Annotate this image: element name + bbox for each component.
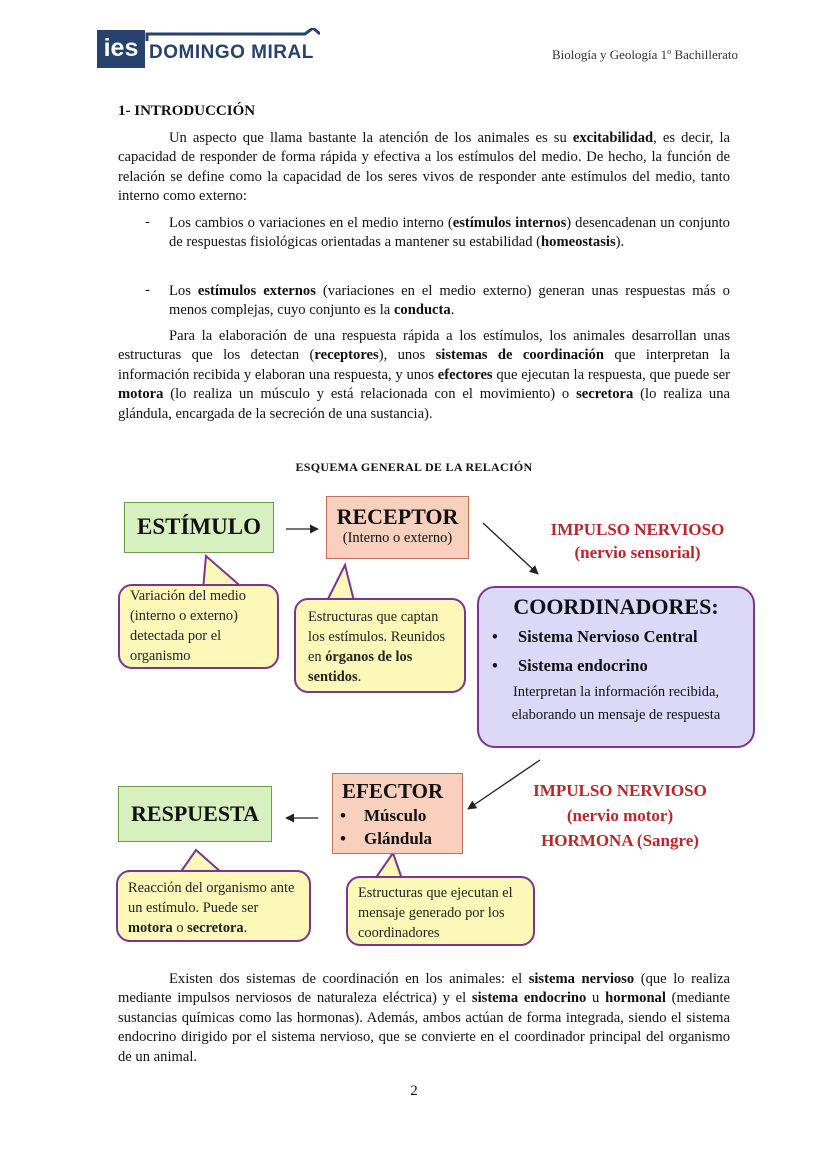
logo-ies-badge: ies [97, 30, 145, 68]
efector-title: EFECTOR [342, 779, 444, 803]
receptor-title: RECEPTOR [336, 504, 459, 529]
bullet-marker: - [145, 282, 150, 298]
receptor-box [326, 496, 469, 559]
bullet-external-stimuli: Los estímulos externos (variaciones en el medio externo) generan unas respuestas más o menos complejas, cuyo conjunto es la conducta. [169, 283, 730, 319]
intro-paragraph: Un aspecto que llama bastante la atención de los animales es su excitabilidad, es decir, la capacidad de responder de forma rápida y efectiva a los estímulos del medio. De hecho, la función de relación se define como la capacidad de los seres vivos de responder ante estímulos del medio, tanto interno como externo: [118, 130, 731, 205]
respuesta-box: RESPUESTA [118, 786, 272, 842]
receptor-subtitle: (Interno o externo) [342, 530, 453, 546]
callout-estimulo: Variación del medio (interno o externo) detectada por el organismo [118, 584, 279, 669]
efector-item-glandula: • Glándula [340, 829, 433, 848]
coordinadores-item-snc: • Sistema Nervioso Central [492, 627, 698, 646]
impulso-sensorial-label: IMPULSO NERVIOSO (nervio sensorial) [550, 520, 725, 562]
coordinadores-item-endocrino: • Sistema endocrino [492, 656, 648, 675]
callout-receptor: Estructuras que captan los estímulos. Reunidos en órganos de los sentidos. [294, 598, 466, 693]
course-label: Biología y Geología 1º Bachillerato [552, 47, 738, 62]
coordination-systems-paragraph: Existen dos sistemas de coordinación en los animales: el sistema nervioso (que lo realiza mediante impulsos nerviosos de naturaleza eléctrica) y el sistema endocrino u hormonal (mediante sustancias químicas como las hormonas). Además, ambos actúan de forma integrada, siendo el sistema endocrino dirigido por el sistema nervioso, que se convierte en el coordinador principal del organismo de un animal. [118, 971, 730, 1065]
callout-efector: Estructuras que ejecutan el mensaje generado por los coordinadores [346, 876, 535, 946]
coordinadores-title: COORDINADORES: [513, 594, 719, 619]
efector-item-musculo: • Músculo [340, 806, 427, 825]
coordinadores-box [477, 586, 755, 748]
estimulo-box: ESTÍMULO [124, 502, 274, 553]
efector-box [332, 773, 463, 854]
diagram-title: ESQUEMA GENERAL DE LA RELACIÓN [295, 460, 533, 474]
bullet-marker: - [145, 214, 150, 230]
callout-respuesta: Reacción del organismo ante un estímulo. Puede ser motora o secretora. [116, 870, 311, 942]
bullet-internal-stimuli: Los cambios o variaciones en el medio interno (estímulos internos) desencadenan un conjunto de respuestas fisiológicas orientadas a mantener su estabilidad (homeostasis). [169, 215, 730, 251]
structures-paragraph: Para la elaboración de una respuesta rápida a los estímulos, los animales desarrollan unas estructuras que los detectan (receptores), unos sistemas de coordinación que interpretan la información recibida y elaboran una respuesta, y unos efectores que ejecutan la respuesta, que puede ser motora (lo realiza un músculo y está relacionada con el movimiento) o secretora (lo realiza una glándula, encargada de la secreción de una sustancia). [118, 328, 730, 422]
impulso-motor-label: IMPULSO NERVIOSO (nervio motor) HORMONA (Sangre) [533, 781, 707, 850]
page-number: 2 [410, 1083, 418, 1099]
section-title: 1- INTRODUCCIÓN [118, 103, 256, 119]
coordinadores-description: Interpretan la información recibida, elaborando un mensaje de respuesta [511, 684, 721, 723]
logo-school-name: DOMINGO MIRAL [149, 42, 314, 63]
